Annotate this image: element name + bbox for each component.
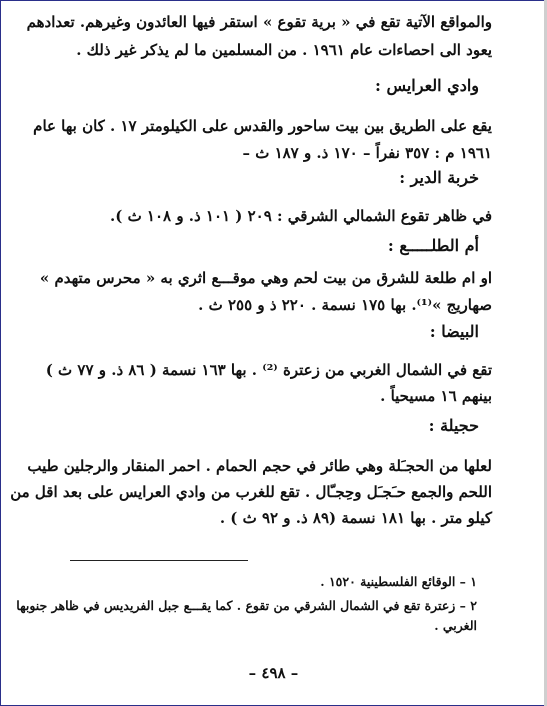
wadi-al-araies-line-2: ١٩٦١ م : ٣٥٧ نفراً – ١٧٠ ذ. و ١٨٧ ث – — [242, 144, 492, 162]
umm-al-talaa-line-2: صهاريج »⁽¹⁾. بها ١٧٥ نسمة . ٢٢٠ ذ و ٢٥٥ ث . — [198, 296, 492, 314]
footnote-1: ١ – الوقائع الفلسطينية ١٥٢٠ . — [320, 574, 477, 589]
al-bayda-line-1: تقع في الشمال الغربي من زعترة ⁽²⁾ . بها ١٦٣ نسمة ( ٨٦ ذ. و ٧٧ ث ) — [45, 361, 492, 379]
heading-khirbet-al-deir: خربة الدير : — [399, 168, 479, 187]
wadi-al-araies-line-1: يقع على الطريق بين بيت ساحور والقدس على الكيلومتر ١٧ . كان بها عام — [33, 117, 492, 135]
heading-wadi-al-araies: وادي العرايس : — [374, 76, 479, 95]
footnote-2-continued: الغربي . — [434, 618, 477, 633]
khirbet-al-deir-line-1: في ظاهر تقوع الشمالي الشرقي : ٢٠٩ ( ١٠١ ذ. و ١٠٨ ث ). — [110, 207, 492, 225]
heading-hujayla: حجيلة : — [428, 416, 479, 435]
footnote-separator — [70, 560, 248, 561]
page-number: – ٤٩٨ – — [248, 664, 299, 682]
hujayla-line-2: اللحم والجمع حـَجـَل وحِجـّال . تقع للغرب من وادي العرايس على بعد اقل من — [10, 483, 492, 501]
heading-umm-al-talaa: أم الطلـــــع : — [387, 236, 479, 255]
hujayla-line-3: كيلو متر . بها ١٨١ نسمة (٨٩ ذ. و ٩٢ ث ) . — [219, 509, 492, 527]
heading-al-bayda: البيضا : — [429, 322, 479, 341]
footnote-2: ٢ – زعترة تقع في الشمال الشرقي من تقوع . كما يقـــع جبل الفريديس في ظاهر جنوبها — [16, 598, 477, 613]
al-bayda-line-2: بينهم ١٦ مسيحياً . — [380, 387, 492, 405]
umm-al-talaa-line-1: او ام طلعة للشرق من بيت لحم وهي موقـــع اثري به « محرس متهدم » — [39, 269, 492, 287]
intro-line-2: يعود الى احصاءات عام ١٩٦١ . من المسلمين ما لم يذكر غير ذلك . — [76, 41, 492, 59]
hujayla-line-1: لعلها من الحجـَلة وهي طائر في حجم الحمام . احمر المنقار والرجلين طيب — [27, 457, 492, 475]
intro-line-1: والمواقع الآتية تقع في « برية تقوع » استقر فيها العائدون وغيرهم. تعدادهم — [26, 13, 492, 31]
